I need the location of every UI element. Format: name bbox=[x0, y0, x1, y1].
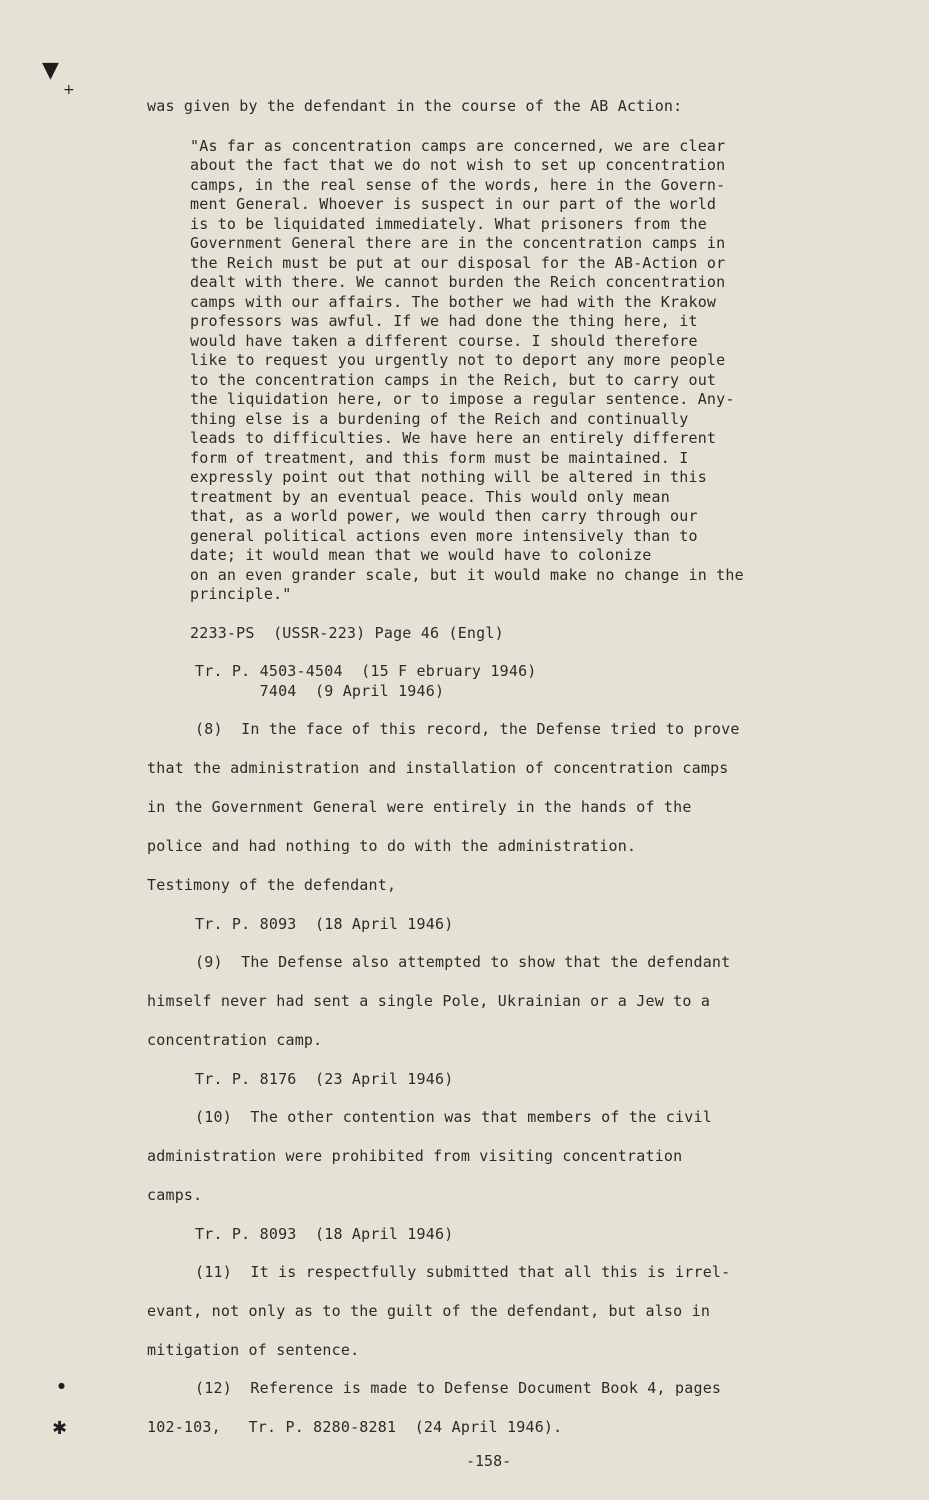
quote-line: general political actions even more intensively than to bbox=[190, 527, 698, 545]
paragraph-line: (8) In the face of this record, the Defense tried to prove bbox=[195, 720, 740, 738]
quote-line: would have taken a different course. I should therefore bbox=[190, 332, 698, 350]
quote-line: the liquidation here, or to impose a regular sentence. Any- bbox=[190, 390, 735, 408]
paragraph-line: police and had nothing to do with the administration. bbox=[147, 837, 637, 855]
paragraph-line: Testimony of the defendant, bbox=[147, 876, 397, 894]
quote-line: treatment by an eventual peace. This would only mean bbox=[190, 488, 670, 506]
transcript-reference: Tr. P. 8176 (23 April 1946) bbox=[195, 1070, 454, 1088]
quote-line: that, as a world power, we would then carry through our bbox=[190, 507, 698, 525]
quote-line: about the fact that we do not wish to set up concentration bbox=[190, 156, 726, 174]
transcript-reference: Tr. P. 8093 (18 April 1946) bbox=[195, 1225, 454, 1243]
quote-line: form of treatment, and this form must be maintained. I bbox=[190, 449, 689, 467]
paragraph-line: himself never had sent a single Pole, Ukrainian or a Jew to a bbox=[147, 992, 711, 1010]
quote-line: dealt with there. We cannot burden the Reich concentration bbox=[190, 273, 726, 291]
paragraph-line: (9) The Defense also attempted to show that the defendant bbox=[195, 953, 731, 971]
paragraph-line: concentration camp. bbox=[147, 1031, 323, 1049]
quote-line: ment General. Whoever is suspect in our part of the world bbox=[190, 195, 717, 213]
quote-line: the Reich must be put at our disposal for the AB-Action or bbox=[190, 254, 726, 272]
page-number: -158- bbox=[466, 1452, 512, 1470]
paragraph-line: administration were prohibited from visiting concentration bbox=[147, 1147, 683, 1165]
paragraph-line: (10) The other contention was that members of the civil bbox=[195, 1108, 712, 1126]
paragraph-line: mitigation of sentence. bbox=[147, 1341, 360, 1359]
quote-line: leads to difficulties. We have here an entirely different bbox=[190, 429, 717, 447]
transcript-reference: 7404 (9 April 1946) bbox=[195, 682, 445, 700]
transcript-reference: Tr. P. 8093 (18 April 1946) bbox=[195, 915, 454, 933]
document-reference: 2233-PS (USSR-223) Page 46 (Engl) bbox=[190, 624, 504, 642]
quote-line: camps with our affairs. The bother we had with the Krakow bbox=[190, 293, 717, 311]
paragraph-line: 102-103, Tr. P. 8280-8281 (24 April 1946). bbox=[147, 1418, 563, 1436]
punch-mark-icon: ▼ bbox=[42, 58, 59, 83]
quote-line: like to request you urgently not to deport any more people bbox=[190, 351, 726, 369]
paragraph-line: (11) It is respectfully submitted that all this is irrel- bbox=[195, 1263, 731, 1281]
quote-line: thing else is a burdening of the Reich and continually bbox=[190, 410, 689, 428]
quote-line: Government General there are in the concentration camps in bbox=[190, 234, 726, 252]
quote-line: principle." bbox=[190, 585, 292, 603]
quote-line: "As far as concentration camps are concerned, we are clear bbox=[190, 137, 726, 155]
paragraph-line: (12) Reference is made to Defense Document Book 4, pages bbox=[195, 1379, 722, 1397]
quote-line: professors was awful. If we had done the thing here, it bbox=[190, 312, 698, 330]
quote-line: to the concentration camps in the Reich, but to carry out bbox=[190, 371, 717, 389]
transcript-reference: Tr. P. 4503-4504 (15 F ebruary 1946) bbox=[195, 662, 537, 680]
quote-line: is to be liquidated immediately. What prisoners from the bbox=[190, 215, 707, 233]
paragraph-line: camps. bbox=[147, 1186, 203, 1204]
dot-mark-icon: ● bbox=[58, 1381, 65, 1390]
quote-line: on an even grander scale, but it would make no change in the bbox=[190, 566, 744, 584]
quote-line: camps, in the real sense of the words, here in the Govern- bbox=[190, 176, 726, 194]
paragraph-line: in the Government General were entirely in the hands of the bbox=[147, 798, 692, 816]
intro-line: was given by the defendant in the course of the AB Action: bbox=[147, 97, 683, 115]
quote-line: expressly point out that nothing will be altered in this bbox=[190, 468, 707, 486]
cross-mark-icon: + bbox=[63, 82, 75, 98]
paragraph-line: that the administration and installation of concentration camps bbox=[147, 759, 729, 777]
paragraph-line: evant, not only as to the guilt of the defendant, but also in bbox=[147, 1302, 711, 1320]
punch-hole-icon: ✱ bbox=[52, 1418, 68, 1439]
quote-line: date; it would mean that we would have to colonize bbox=[190, 546, 652, 564]
